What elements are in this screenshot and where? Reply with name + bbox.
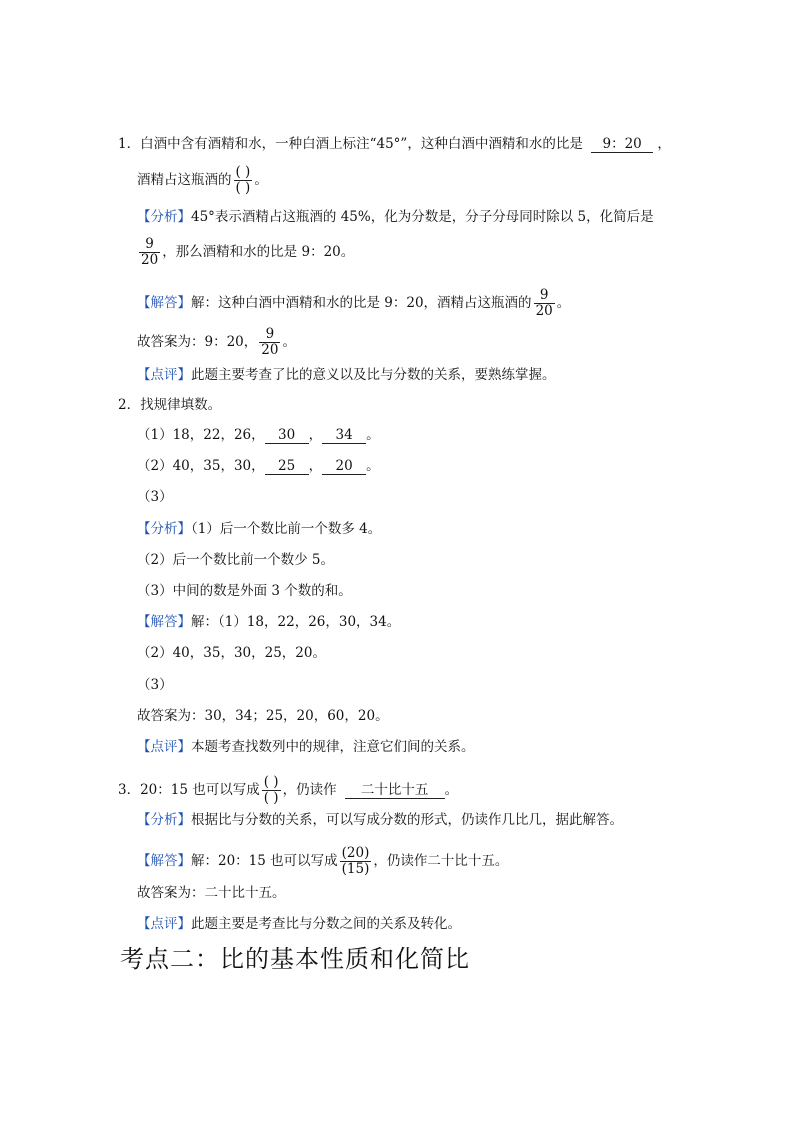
q1-analysis [137,208,654,226]
q1-stem2: 酒精占这瓶酒的 [137,172,232,188]
final-punct: 。 [282,334,296,350]
q2-part3: （3） [137,489,173,505]
q2-analysis-3: （3）中间的数是外面 3 个数的和。 [137,583,352,599]
review-text: 此题主要考查了比的意义以及比与分数的关系，要熟练掌握。 [191,367,556,383]
analysis-tag: 【分析】 [137,209,191,225]
answer-tag: 【解答】 [137,295,191,311]
q1-line2 [137,165,268,196]
q2-answer-3: （3） [137,677,173,693]
q3-analysis [137,811,623,829]
q3-mid: ，仍读作 [282,782,337,798]
analysis-text: 45°表示酒精占这瓶酒的 45%，化为分数是，分子分母同时除以 5，化简后是 [191,209,654,225]
frac-num: (20) [341,845,370,861]
frac-den: (15) [341,861,370,877]
answer-text: 解：这种白酒中酒精和水的比是 9：20，酒精占这瓶酒的 [191,295,532,311]
frac-num: 9 [265,326,275,342]
review-text: 本题考查找数列中的规律，注意它们间的关系。 [191,739,475,755]
section-heading: 考点二：比的基本性质和化简比 [120,945,470,973]
answer-tag: 【解答】 [137,614,191,630]
review-text: 此题主要是考查比与分数之间的关系及转化。 [191,916,461,932]
q1-review [137,366,556,384]
analysis-tag: 【分析】 [137,812,191,828]
q2-answer-2: （2）40，35，30，25，20。 [137,645,326,661]
q2-p1-text: （1）18，22，26， [137,427,265,443]
answer-tag: 【解答】 [137,853,191,869]
punct: 。 [366,427,380,443]
final-text: 故答案为：9：20， [137,334,258,350]
q2-review [137,738,475,756]
sep: ， [308,458,323,474]
q2-p2-blank1: 25 [265,458,309,475]
q2-p2-text: （2）40，35，30， [137,458,265,474]
q2-part1 [137,426,380,444]
answer-text: 解：（1）18，22，26，30，34。 [191,614,401,630]
q1-punct: ， [657,136,671,152]
q2-title: 2．找规律填数。 [118,397,222,413]
frac-den: ( ) [263,790,279,806]
frac-den: ( ) [235,180,251,196]
q2-p1-blank1: 30 [265,427,309,444]
q1-line1 [118,135,671,153]
q3-stem: 3．20：15 也可以写成 [118,782,260,798]
q2-p1-blank2: 34 [322,427,366,444]
analysis-tag: 【分析】 [137,521,191,537]
analysis-text: 根据比与分数的关系，可以写成分数的形式，仍读作几比几，据此解答。 [191,812,623,828]
frac-num: ( ) [235,164,251,180]
punct: 。 [366,458,380,474]
frac-num: 9 [145,236,154,252]
analysis-text-2: ，那么酒精和水的比是 9：20。 [162,244,355,260]
q3-final: 故答案为：二十比十五。 [137,885,286,901]
sep: ， [308,427,323,443]
q1-fraction-blank [234,165,253,196]
q1-blank-ratio: 9：20 [591,136,653,153]
q3-answer-fraction [340,846,372,877]
punct: 。 [444,782,459,798]
frac-den: 20 [261,342,279,358]
q1-final-fraction [259,327,280,358]
q2-answer [137,613,400,631]
q3-answer [137,846,508,877]
q1-answer [137,288,570,319]
answer-post: ，仍读作二十比十五。 [373,853,509,869]
frac-num: 9 [539,287,549,303]
frac-num: ( ) [263,774,279,790]
q2-analysis [137,520,381,538]
q1-answer-fraction [534,288,555,319]
q2-p2-blank2: 20 [322,458,366,475]
review-tag: 【点评】 [137,739,191,755]
frac-den: 20 [141,252,159,268]
q2-analysis-2: （2）后一个数比前一个数少 5。 [137,552,334,568]
review-tag: 【点评】 [137,367,191,383]
q1-analysis-2 [137,237,354,268]
q1-analysis-fraction [139,237,160,268]
q3-fraction-blank [262,775,281,806]
frac-den: 20 [535,303,553,319]
q1-final [137,327,296,358]
answer-text: 解：20：15 也可以写成 [191,853,338,869]
q3-review [137,915,461,933]
q3-blank-reading: 二十比十五 [345,782,445,799]
q1-stem: 1．白酒中含有酒精和水，一种白酒上标注“45°”，这种白酒中酒精和水的比是 [118,136,583,152]
review-tag: 【点评】 [137,916,191,932]
q2-final: 故答案为：30，34；25，20，60，20。 [137,708,389,724]
q2-part2 [137,457,380,475]
answer-punct: 。 [556,295,571,311]
q1-punct2: 。 [254,172,268,188]
analysis-text: （1）后一个数比前一个数多 4。 [191,521,382,537]
q3-line [118,775,458,806]
